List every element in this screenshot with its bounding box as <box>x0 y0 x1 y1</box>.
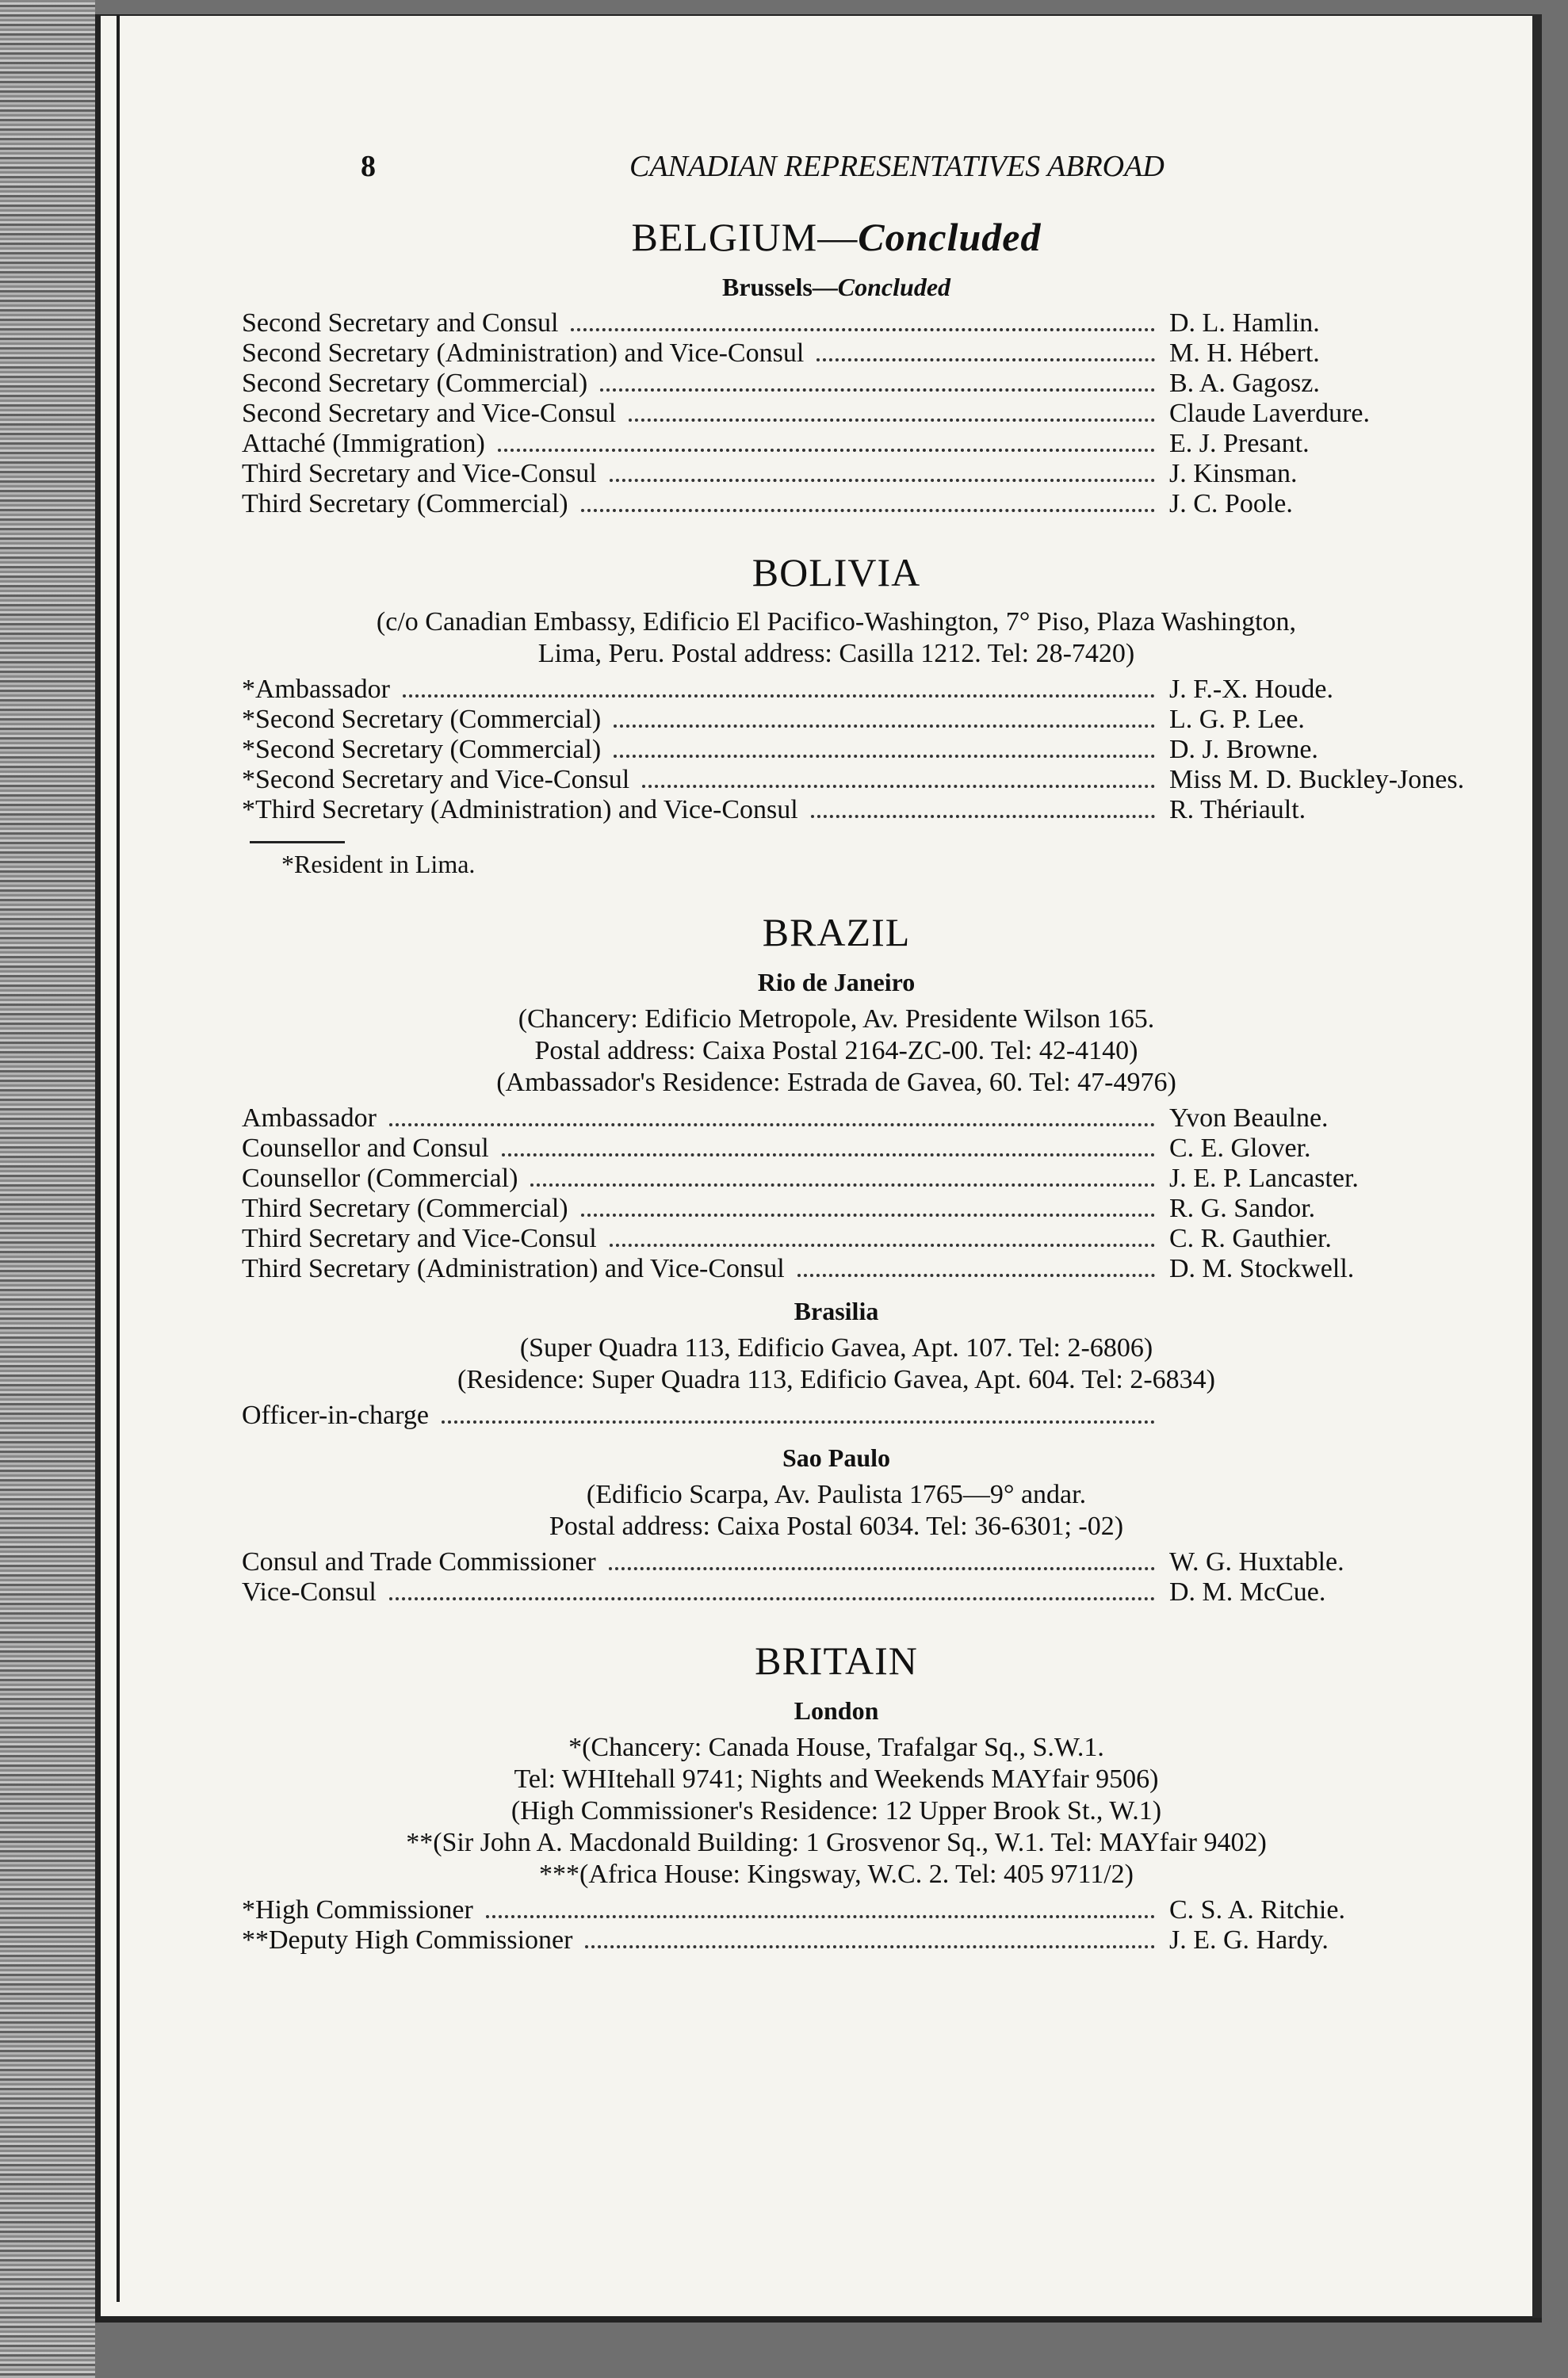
dot-leader <box>642 785 1155 788</box>
staff-title: Third Secretary (Administration) and Vice-Consul <box>242 1254 785 1283</box>
staff-title: Second Secretary (Commercial) <box>242 369 588 398</box>
staff-name: D. M. Stockwell. <box>1169 1254 1355 1283</box>
scan-edge <box>0 0 95 2378</box>
dot-leader <box>610 1244 1155 1247</box>
dot-leader <box>389 1123 1155 1126</box>
dot-leader <box>614 724 1155 728</box>
city-heading-brasilia: Brasilia <box>794 1297 879 1325</box>
running-title: CANADIAN REPRESENTATIVES ABROAD <box>629 150 1165 183</box>
footnote: *Resident in Lima. <box>281 850 476 878</box>
address-line: ***(Africa House: Kingsway, W.C. 2. Tel: 405 9711/2) <box>539 1860 1134 1889</box>
staff-row <box>242 308 1431 338</box>
page-header <box>361 149 1431 184</box>
staff-title: Counsellor and Consul <box>242 1134 489 1163</box>
staff-name: M. H. Hébert. <box>1169 338 1320 368</box>
staff-row <box>242 1134 1431 1164</box>
dot-leader <box>403 694 1155 698</box>
staff-row <box>242 675 1431 705</box>
staff-row <box>242 705 1431 735</box>
dot-leader <box>486 1915 1155 1918</box>
city-heading-brussels: Brussels—Concluded <box>721 273 951 301</box>
dot-leader <box>610 479 1155 482</box>
country-heading-bolivia: BOLIVIA <box>751 550 921 594</box>
staff-name: E. J. Presant. <box>1169 429 1310 458</box>
address-line: Postal address: Caixa Postal 6034. Tel: 36-6301; -02) <box>549 1512 1124 1541</box>
address-line: **(Sir John A. Macdonald Building: 1 Grosvenor Sq., W.1. Tel: MAYfair 9402) <box>406 1828 1267 1857</box>
staff-title: Ambassador <box>242 1103 377 1133</box>
staff-row <box>242 795 1431 825</box>
dot-leader <box>811 815 1155 818</box>
staff-list <box>242 1401 1431 1431</box>
dot-leader <box>442 1420 1155 1424</box>
staff-title: Vice-Consul <box>242 1577 377 1607</box>
staff-title: Attaché (Immigration) <box>242 429 485 458</box>
dot-leader <box>581 1214 1155 1217</box>
staff-title: Counsellor (Commercial) <box>242 1164 518 1193</box>
staff-title: Third Secretary and Vice-Consul <box>242 1224 597 1253</box>
document-page <box>95 14 1542 2323</box>
address-line: (Residence: Super Quadra 113, Edificio Gavea, Apt. 604. Tel: 2-6834) <box>457 1365 1215 1394</box>
page-right-edge <box>1532 14 1542 2318</box>
address-line: Tel: WHItehall 9741; Nights and Weekends MAYfair 9506) <box>514 1764 1159 1794</box>
staff-row <box>242 1164 1431 1194</box>
staff-title: Third Secretary (Commercial) <box>242 1194 568 1223</box>
address-line: (Ambassador's Residence: Estrada de Gavea, 60. Tel: 47-4976) <box>496 1068 1176 1097</box>
staff-row <box>242 1895 1431 1925</box>
staff-row <box>242 369 1431 399</box>
staff-title: **Deputy High Commissioner <box>242 1925 573 1955</box>
staff-title: *Second Secretary (Commercial) <box>242 705 602 734</box>
staff-name: J. E. G. Hardy. <box>1169 1925 1329 1955</box>
staff-title: *Third Secretary (Administration) and Vice-Consul <box>242 795 798 824</box>
staff-name: J. C. Poole. <box>1169 489 1293 518</box>
dot-leader <box>614 755 1155 758</box>
staff-title: Second Secretary and Consul <box>242 308 559 338</box>
address-line: (Chancery: Edificio Metropole, Av. Presidente Wilson 165. <box>518 1004 1155 1034</box>
staff-title: *High Commissioner <box>242 1895 473 1925</box>
dot-leader <box>581 509 1155 512</box>
staff-name: C. S. A. Ritchie. <box>1169 1895 1345 1925</box>
city-heading-london: London <box>794 1696 879 1725</box>
address-block <box>242 1332 1431 1396</box>
footnote-rule <box>250 841 345 843</box>
address-block <box>242 1479 1431 1543</box>
staff-name: D. L. Hamlin. <box>1169 308 1320 338</box>
staff-title: Consul and Trade Commissioner <box>242 1547 596 1577</box>
address-line: Postal address: Caixa Postal 2164-ZC-00. Tel: 42-4140) <box>534 1036 1138 1065</box>
staff-row <box>242 1401 1431 1431</box>
staff-list <box>242 1103 1431 1284</box>
staff-row <box>242 735 1431 765</box>
staff-row <box>242 459 1431 489</box>
dot-leader <box>585 1945 1155 1948</box>
staff-list <box>242 1547 1431 1608</box>
staff-row <box>242 429 1431 459</box>
staff-row <box>242 765 1465 795</box>
staff-row <box>242 1577 1431 1608</box>
dot-leader <box>797 1274 1155 1277</box>
dot-leader <box>530 1183 1155 1187</box>
staff-name: R. G. Sandor. <box>1169 1194 1316 1223</box>
address-line: (c/o Canadian Embassy, Edificio El Pacifico-Washington, 7° Piso, Plaza Washington, <box>376 607 1297 637</box>
staff-list <box>242 308 1431 519</box>
staff-name: Claude Laverdure. <box>1169 399 1370 428</box>
page-number: 8 <box>361 150 376 183</box>
staff-row <box>242 1224 1431 1254</box>
dot-leader <box>609 1567 1155 1570</box>
dot-leader <box>629 419 1155 422</box>
staff-title: Third Secretary (Commercial) <box>242 489 568 518</box>
staff-name: R. Thériault. <box>1169 795 1306 824</box>
address-block <box>242 1732 1431 1891</box>
staff-row <box>242 1547 1431 1577</box>
staff-name: J. Kinsman. <box>1169 459 1298 488</box>
staff-row <box>242 1194 1431 1224</box>
country-heading-belgium: BELGIUM—Concluded <box>631 215 1042 259</box>
staff-name: Yvon Beaulne. <box>1169 1103 1329 1133</box>
staff-list <box>242 675 1465 825</box>
staff-title: *Second Secretary and Vice-Consul <box>242 765 630 794</box>
dot-leader <box>502 1153 1155 1157</box>
staff-title: *Ambassador <box>242 675 390 704</box>
address-line: Lima, Peru. Postal address: Casilla 1212. Tel: 28-7420) <box>537 639 1135 668</box>
staff-title: Second Secretary and Vice-Consul <box>242 399 617 428</box>
address-block <box>242 1004 1431 1099</box>
dot-leader <box>571 328 1155 331</box>
staff-name: D. J. Browne. <box>1169 735 1318 764</box>
city-heading-rio: Rio de Janeiro <box>757 968 916 996</box>
dot-leader <box>389 1597 1155 1600</box>
staff-row <box>242 489 1431 519</box>
staff-row <box>242 399 1431 429</box>
page-margin-rule <box>117 14 120 2302</box>
country-heading-britain: BRITAIN <box>755 1638 918 1683</box>
dot-leader <box>600 388 1155 392</box>
staff-name: C. R. Gauthier. <box>1169 1224 1332 1253</box>
address-line: *(Chancery: Canada House, Trafalgar Sq., S.W.1. <box>568 1733 1104 1762</box>
staff-row <box>242 1254 1431 1284</box>
staff-list <box>242 1895 1431 1956</box>
city-heading-saopaulo: Sao Paulo <box>782 1443 891 1472</box>
staff-title: Officer-in-charge <box>242 1401 429 1430</box>
staff-title: Third Secretary and Vice-Consul <box>242 459 597 488</box>
staff-name: W. G. Huxtable. <box>1169 1547 1344 1577</box>
staff-row <box>242 1103 1431 1134</box>
staff-name: Miss M. D. Buckley-Jones. <box>1169 765 1465 794</box>
staff-row <box>242 1925 1431 1956</box>
address-block <box>242 606 1431 670</box>
address-line: (Super Quadra 113, Edificio Gavea, Apt. 107. Tel: 2-6806) <box>519 1333 1153 1363</box>
staff-title: Second Secretary (Administration) and Vice-Consul <box>242 338 805 368</box>
staff-name: B. A. Gagosz. <box>1169 369 1320 398</box>
staff-name: J. F.-X. Houde. <box>1169 675 1333 704</box>
staff-name: L. G. P. Lee. <box>1169 705 1305 734</box>
staff-row <box>242 338 1431 369</box>
staff-name: J. E. P. Lancaster. <box>1169 1164 1359 1193</box>
address-line: (High Commissioner's Residence: 12 Upper Brook St., W.1) <box>511 1796 1162 1826</box>
address-line: (Edificio Scarpa, Av. Paulista 1765—9° andar. <box>586 1480 1087 1509</box>
staff-name: C. E. Glover. <box>1169 1134 1311 1163</box>
dot-leader <box>498 449 1155 452</box>
country-heading-brazil: BRAZIL <box>762 910 911 954</box>
page-content <box>242 149 1465 1956</box>
staff-name: D. M. McCue. <box>1169 1577 1326 1607</box>
staff-title: *Second Secretary (Commercial) <box>242 735 602 764</box>
dot-leader <box>817 358 1155 361</box>
